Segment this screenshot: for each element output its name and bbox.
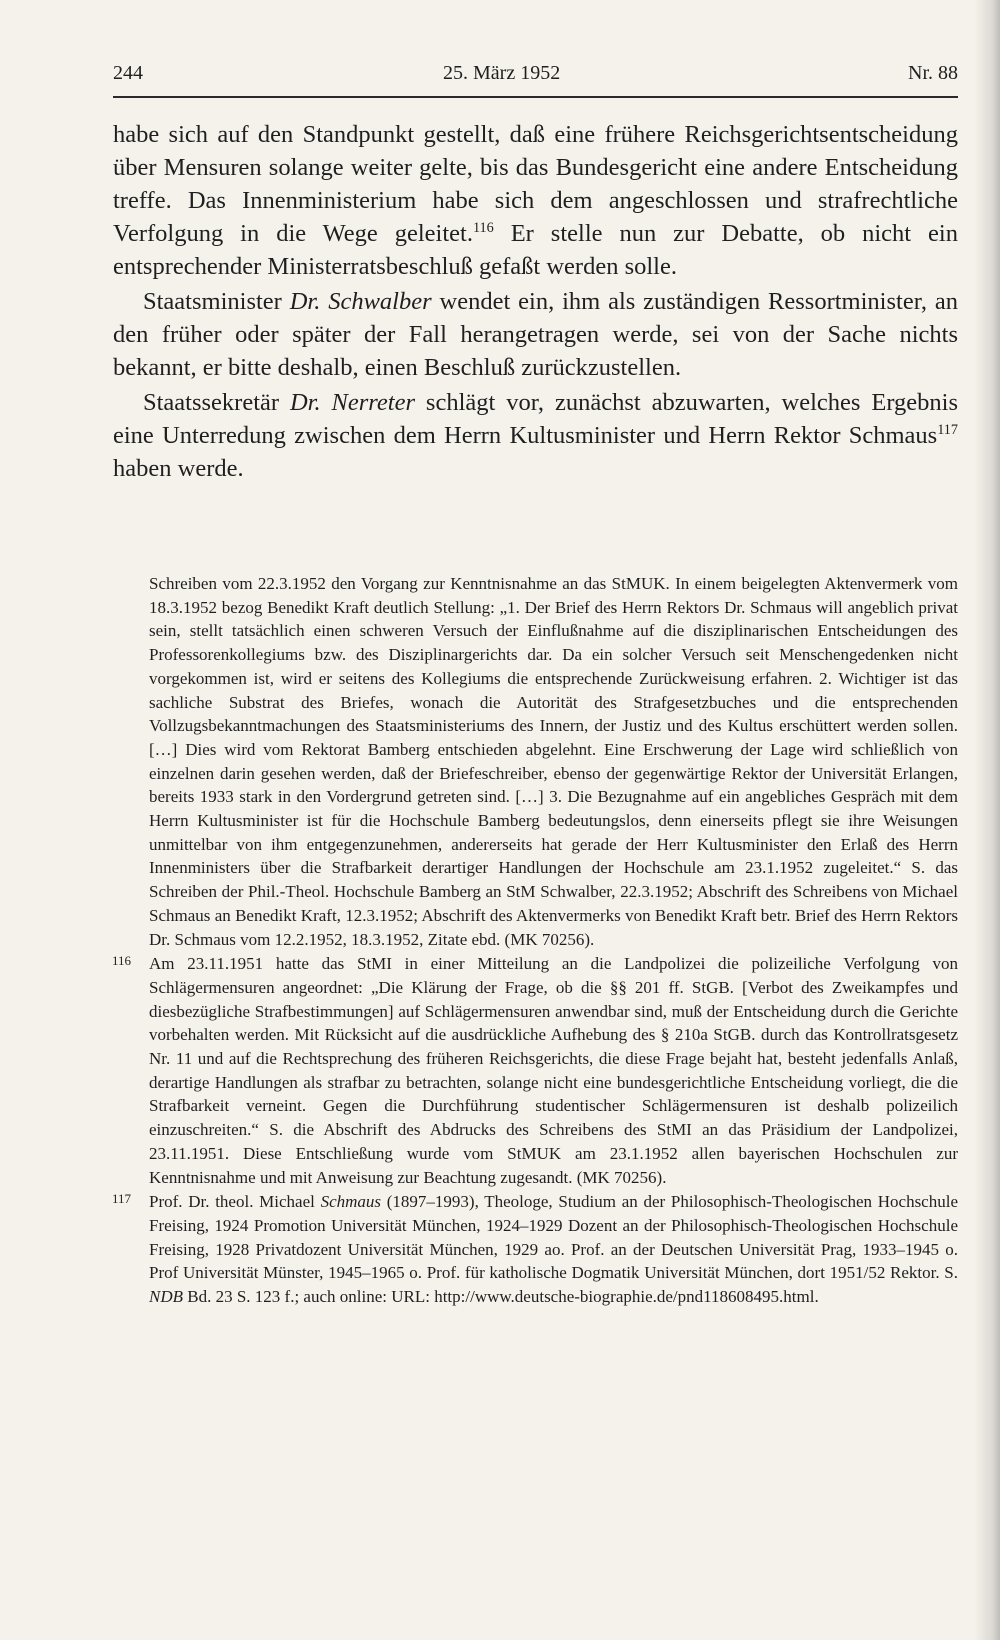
paragraph-2 <box>113 285 958 384</box>
footnote-117 <box>113 1190 958 1309</box>
paragraph-3-lead: Staatssekretär <box>143 389 290 416</box>
paragraph-1-text: habe sich auf den Standpunkt gestellt, daß eine frühere Reichsgerichtsentscheidung über Mensuren solange weiter gelte, bis das Bundesgericht eine andere Entscheidung treffe. Das Innenministerium habe sich dem angeschlossen und strafrechtliche Verfolgung in die Wege geleitet. <box>113 121 958 247</box>
footnote-text <box>149 1190 958 1309</box>
header-date: 25. März 1952 <box>443 62 561 84</box>
footnote-117-tail: Bd. 23 S. 123 f.; auch online: URL: http://www.deutsche-biographie.de/pnd118608495.html. <box>183 1287 819 1307</box>
footnotes <box>113 572 958 1309</box>
running-header <box>113 56 958 98</box>
paragraph-1 <box>113 118 958 283</box>
speaker-name: Nerreter <box>331 389 416 416</box>
paragraph-3-tail: haben werde. <box>113 455 244 482</box>
footnote-text: Am 23.11.1951 hatte das StMI in einer Mitteilung an die Landpolizei die polizeiliche Verfolgung von Schlägermensuren angeordnet: „Die Klärung der Frage, ob die §§ 201 ff. StGB. [Verbot des Zweikampfes und diesbezügliche Strafbestimmungen] auf Schlägermensuren anwendbar sind, muß der Entscheidung durch die Gerichte vorbehalten werden. Mit Rücksicht auf die ausdrückliche Aufhebung des § 210a StGB. durch das Kontrollratsgesetz Nr. 11 und auf die Rechtsprechung des früheren Reichsgerichts, die diese Frage bejaht hat, besteht jedenfalls Anlaß, derartige Handlungen als strafbar zu betrachten, solange nicht eine bundesgerichtliche Entscheidung vorliegt, die die Strafbarkeit verneint. Gegen die Durchführung studentischer Schlägermensuren ist deshalb polizeilich einzuschreiten.“ S. die Abschrift des Abdrucks des Schreibens des StMI an das Präsidium der Landpolizei, 23.11.1951. Diese Entschließung wurde vom StMUK am 23.1.1952 allen bayerischen Hochschulen zur Kenntnisnahme und mit Anweisung zur Beachtung zugesandt. (MK 70256). <box>149 954 958 1187</box>
speaker-title: Dr. <box>289 389 332 416</box>
page-number: 244 <box>113 62 143 84</box>
paragraph-3 <box>113 386 958 485</box>
paragraph-2-text: wendet ein, ihm als zuständigen Ressortminister, an den früher oder später der Fall herangetragen werde, sei von der Sache nichts bekannt, er bitte deshalb, einen Beschluß zurückzustellen. <box>113 288 958 381</box>
speaker-name: Schwalber <box>328 288 432 315</box>
paragraph-2-lead: Staatsminister <box>143 288 290 315</box>
speaker-title: Dr. <box>289 288 329 315</box>
footnote-117-body: (1897–1993), Theologe, Studium an der Philosophisch-Theologischen Hochschule Freising, 1924 Promotion Universität München, 1924–1929 Dozent an der Philosophisch-Theologischen Hochschule Freising, 1928 Privatdozent Universität München, 1929 ao. Prof. an der Deutschen Universität Prag, 1933–1945 o. Prof Universität Münster, 1945–1965 o. Prof. für katholische Dogmatik Universität München, dort 1951/52 Rektor. S. <box>149 1192 958 1283</box>
footnote-number: 116 <box>112 953 132 969</box>
footnote-continuation <box>113 572 958 951</box>
main-text <box>113 118 958 485</box>
footnote-116 <box>113 952 958 1189</box>
footnote-continuation-text: Schreiben vom 22.3.1952 den Vorgang zur Kenntnisnahme an das StMUK. In einem beigelegten Aktenvermerk vom 18.3.1952 bezog Benedikt Kraft deutlich Stellung: „1. Der Brief des Herrn Rektors Dr. Schmaus will angeblich privat sein, stellt tatsächlich einen schweren Versuch der Einflußnahme auf die disziplinarischen Entscheidungen des Professorenkollegiums bzw. des Disziplinargerichts dar. Da ein solcher Versuch seit Menschengedenken nicht vorgekommen ist, wird er seitens des Kollegiums die entsprechende Zurückweisung erfahren. 2. Wichtiger ist das sachliche Substrat des Briefes, wonach die Autorität des Strafgesetzbuches und die entsprechenden Vollzugsbekanntmachungen des Staatsministeriums des Innern, der Justiz und des Kultus erschüttert werden sollen. […] Dies wird vom Rektorat Bamberg entschieden abgelehnt. Eine Erschwerung der Lage wird schließlich von einzelnen darin gesehen werden, daß der Briefeschreiber, ebenso der gegenwärtige Rektor der Universität Erlangen, bereits 1933 stark in den Vordergrund getreten sind. […] 3. Die Bezugnahme auf ein angebliches Gespräch mit dem Herrn Kultusminister ist für die Hochschule Bamberg bedeutungslos, denn einerseits pflegt sie ihre Weisungen unmittelbar von ihm entgegenzunehmen, andererseits hat gerade der Herr Kultusminister den Erlaß des Herrn Innenministers über die Strafbarkeit derartiger Handlungen der Hochschule am 23.1.1952 zugeleitet.“ S. das Schreiben der Phil.-Theol. Hochschule Bamberg an StM Schwalber, 22.3.1952; Abschrift des Schreibens von Michael Schmaus an Benedikt Kraft, 12.3.1952; Abschrift des Aktenvermerks von Benedikt Kraft betr. Brief des Herrn Rektors Dr. Schmaus vom 12.2.1952, 18.3.1952, Zitate ebd. (MK 70256). <box>149 574 958 949</box>
footnote-number: 117 <box>112 1191 132 1207</box>
page-edge-shadow <box>974 0 1000 1640</box>
footnote-117-lead: Prof. Dr. theol. Michael <box>149 1192 321 1212</box>
footnote-ref-117: 117 <box>937 421 958 438</box>
protocol-number: Nr. 88 <box>908 62 958 84</box>
person-name: Schmaus <box>320 1192 382 1212</box>
paragraph-3-text: schlägt vor, zunächst abzuwarten, welches Ergebnis eine Unterredung zwischen dem Herrn Kultusminister und Herrn Rektor Schmaus <box>113 389 959 449</box>
ndb-reference: NDB <box>149 1287 183 1307</box>
paragraph-1-tail: Er stelle nun zur Debatte, ob nicht ein entsprechender Ministerratsbeschluß gefaßt werden solle. <box>113 220 958 280</box>
footnote-ref-116: 116 <box>472 219 494 236</box>
